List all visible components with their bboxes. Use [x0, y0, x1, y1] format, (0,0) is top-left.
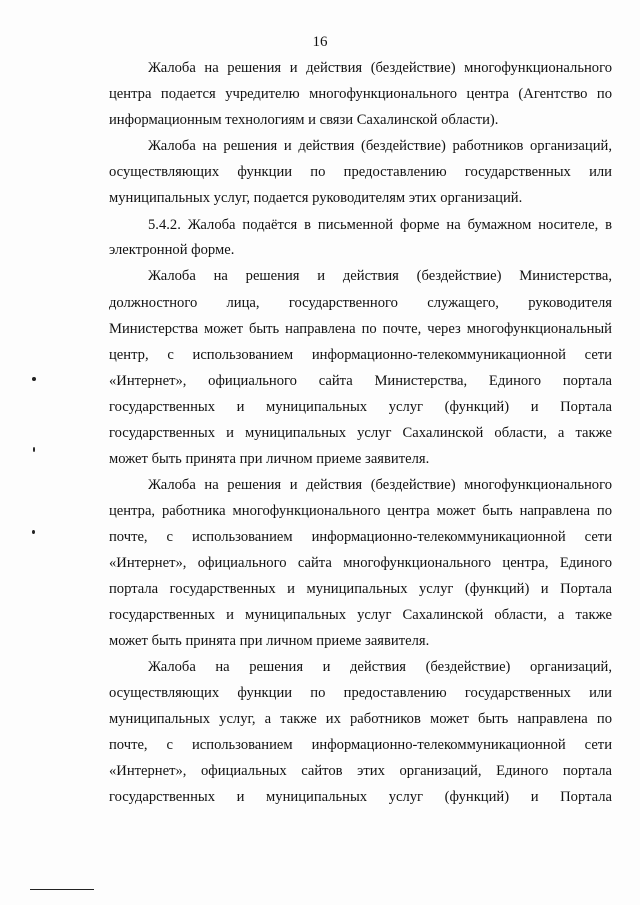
text-line: центр, с использованием информационно-телекоммуникационной сети [109, 347, 612, 363]
text-line: электронной форме. [109, 242, 235, 258]
text-line: Жалоба на решения и действия (бездействие) многофункционального [148, 60, 612, 76]
text-line: 5.4.2. Жалоба подаётся в письменной форме на бумажном носителе, в [148, 217, 612, 233]
text-line: почте, с использованием информационно-телекоммуникационной сети [109, 737, 612, 753]
text-line: государственных и муниципальных услуг Сахалинской области, а также [109, 425, 612, 441]
scan-speck [32, 530, 35, 534]
text-line: «Интернет», официальных сайтов этих организаций, Единого портала [109, 763, 612, 779]
scan-speck [33, 447, 35, 452]
text-line: осуществляющих функции по предоставлению государственных или [109, 164, 612, 180]
text-line: муниципальных услуг, подается руководителям этих организаций. [109, 190, 523, 206]
text-line: центра, работника многофункционального центра может быть направлена по [109, 503, 612, 519]
text-line: центра подается учредителю многофункционального центра (Агентство по [109, 86, 612, 102]
text-line: «Интернет», официального сайта Министерства, Единого портала [109, 373, 612, 389]
scan-speck [32, 377, 36, 381]
text-line: может быть принята при личном приеме заявителя. [109, 633, 430, 649]
text-line: «Интернет», официального сайта многофункционального центра, Единого [109, 555, 612, 571]
text-line: Министерства может быть направлена по почте, через многофункциональный [109, 321, 612, 337]
text-line: может быть принята при личном приеме заявителя. [109, 451, 430, 467]
text-line: государственных и муниципальных услуг (функций) и Портала [109, 789, 612, 805]
text-line: муниципальных услуг, а также их работников может быть направлена по [109, 711, 612, 727]
text-line: государственных и муниципальных услуг Сахалинской области, а также [109, 607, 612, 623]
text-line: осуществляющих функции по предоставлению государственных или [109, 685, 612, 701]
text-line: должностного лица, государственного служащего, руководителя [109, 295, 612, 311]
text-line: Жалоба на решения и действия (бездействие) организаций, [148, 659, 612, 675]
text-line: портала государственных и муниципальных услуг (функций) и Портала [109, 581, 612, 597]
text-line: Жалоба на решения и действия (бездействие) работников организаций, [148, 138, 612, 154]
text-line: Жалоба на решения и действия (бездействие) Министерства, [148, 268, 612, 284]
text-line: информационным технологиям и связи Сахалинской области). [109, 112, 499, 128]
text-line: Жалоба на решения и действия (бездействие) многофункционального [148, 477, 612, 493]
text-line: почте, с использованием информационно-телекоммуникационной сети [109, 529, 612, 545]
footer-rule [30, 889, 94, 890]
page-number: 16 [312, 34, 328, 50]
text-line: государственных и муниципальных услуг (функций) и Портала [109, 399, 612, 415]
